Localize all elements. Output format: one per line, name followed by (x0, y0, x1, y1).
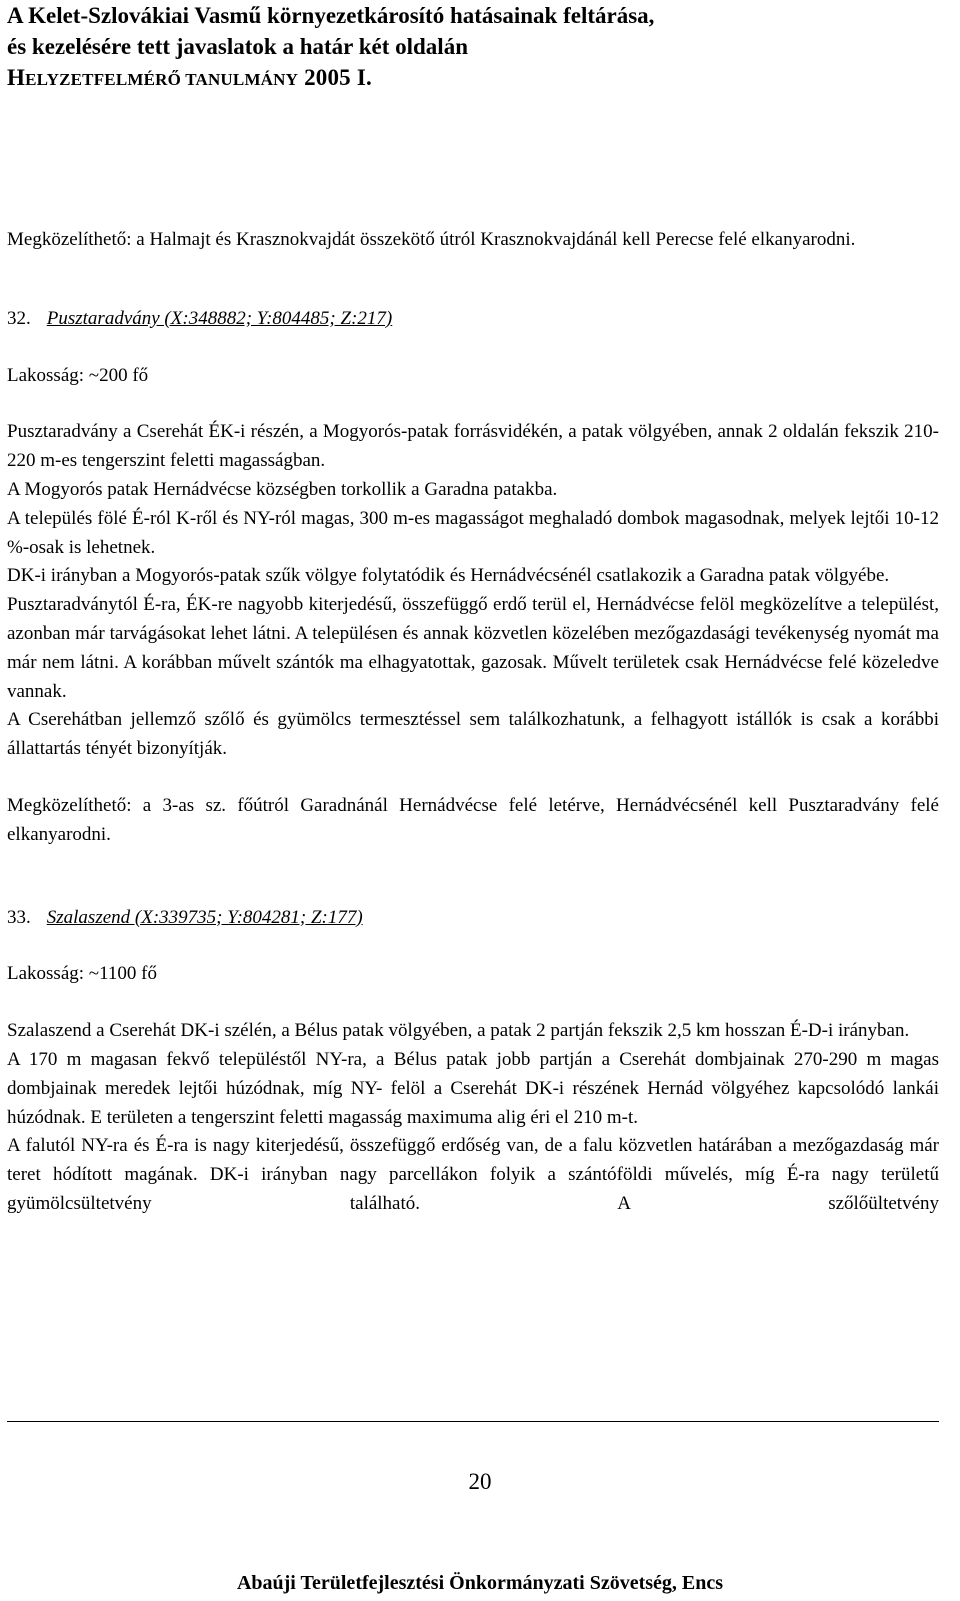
entry-32-population: Lakosság: ~200 fő (7, 364, 149, 386)
entry-33-heading (7, 904, 939, 933)
entry-33-paragraph: Szalaszend a Cserehát DK-i szélén, a Bélus patak völgyében, a patak 2 partján fekszik 2,5 km hosszan É-D-i irányban. (7, 1020, 910, 1042)
header-title-line1: A Kelet-Szlovákiai Vasmű környezetkárosító hatásainak feltárása, (7, 3, 655, 28)
entry-32-title: Pusztaradvány (X:348882; Y:804485; Z:217) (46, 307, 393, 329)
intro-access-text: Megközelíthető: a Halmajt és Krasznokvajdát összekötő útról Krasznokvajdánál kell Perecse felé elkanyarodni. (7, 229, 856, 250)
entry-33-number: 33. (7, 906, 31, 928)
entry-32-paragraph: A település fölé É-ról K-ről és NY-ról magas, 300 m-es magasságot meghaladó dombok magasodnak, melyek lejtői 10-12 %-osak is lehetnek. (7, 507, 939, 558)
entry-33-paragraph: A 170 m magasan fekvő településtől NY-ra, a Bélus patak jobb partján a Cserehát dombjainak 270-290 m magas dombjainak meredek lejtői húzódnak, míg NY- felöl a Cserehát DK-i részének Hernád völgyéhez kapcsolódó lankái húzódnak. E területen a tengerszint feletti magasság maximuma alig éri el 210 m-t. (7, 1048, 939, 1128)
entry-32-paragraph: A Cserehátban jellemző szőlő és gyümölcs termesztéssel sem találkozhatunk, a felhagyott istállók is csak a korábbi állattartás tényét bizonyítják. (7, 709, 939, 760)
entry-32-paragraph: Pusztaradvány a Cserehát ÉK-i részén, a Mogyorós-patak forrásvidékén, a patak völgyében, annak 2 oldalán fekszik 210-220 m-es tengerszint feletti magasságban. (7, 421, 939, 472)
document-body (7, 226, 939, 1219)
header-study-line (7, 62, 947, 95)
entry-33-title: Szalaszend (X:339735; Y:804281; Z:177) (46, 906, 363, 928)
entry-32-heading (7, 305, 939, 334)
entry-32-paragraph: A Mogyorós patak Hernádvécse községben torkollik a Garadna patakba. (7, 478, 558, 500)
page-number: 20 (468, 1469, 492, 1494)
header-title-line2: és kezelésére tett javaslatok a határ két oldalán (7, 34, 468, 59)
entry-32-access-text: Megközelíthető: a 3-as sz. főútról Garadnánál Hernádvécse felé letérve, Hernádvécsénél kell Pusztaradvány felé elkanyarodni. (7, 794, 939, 845)
entry-33-paragraph: A falutól NY-ra és É-ra is nagy kiterjedésű, összefüggő erdőség van, de a falu közvetlen határában a mezőgazdaság már teret hódított magának. DK-i irányban nagy parcellákon folyik a szántóföldi művelés, míg É-ra nagy területű gyümölcsültetvény található. A szőlőültetvény (7, 1135, 939, 1214)
header-study-year: 2005 I. (304, 65, 372, 90)
header-study-initial: H (7, 65, 26, 90)
entry-32-paragraph: Pusztaradványtól É-ra, ÉK-re nagyobb kiterjedésű, összefüggő erdő terül el, Hernádvécse felöl megközelítve a települést, azonban már tarvágásokat lehet látni. A településen és annak közvetlen közelében mezőgazdasági tevékenység nyomát ma már nem látni. A korábban művelt szántók ma elhagyatottak, gazosak. Művelt területek csak Hernádvécse felé közeledve vannak. (7, 594, 939, 702)
header-study-smallcaps: ELYZETFELMÉRŐ TANULMÁNY (25, 70, 299, 89)
entry-32-number: 32. (7, 307, 31, 329)
document-header (7, 0, 947, 95)
entry-33-population: Lakosság: ~1100 fő (7, 963, 157, 985)
footer-divider (7, 1421, 939, 1422)
entry-32-paragraph: DK-i irányban a Mogyorós-patak szűk völgye folytatódik és Hernádvécsénél csatlakozik a Garadna patak völgyébe. (7, 565, 890, 587)
footer-organization: Abaúji Területfejlesztési Önkormányzati Szövetség, Encs (236, 1572, 724, 1594)
